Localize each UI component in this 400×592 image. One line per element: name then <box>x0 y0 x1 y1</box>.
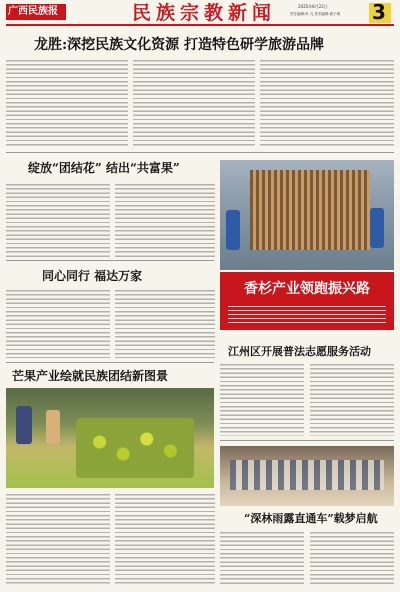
section-title: 民族宗教新闻 <box>132 2 277 24</box>
factory-photo <box>220 160 394 270</box>
divider <box>6 260 214 261</box>
unity-article-col-1 <box>6 290 110 358</box>
jiangcheng-article-col-2 <box>310 364 394 436</box>
divider <box>6 362 214 363</box>
rain-article-col-1 <box>220 532 304 586</box>
banner-title: 香杉产业领跑振兴路 <box>244 281 370 297</box>
unity-article-col-2 <box>115 290 215 358</box>
date: 2025年8月22日 <box>298 4 328 9</box>
main-article-col-2 <box>133 60 255 148</box>
students-photo <box>220 446 394 506</box>
jiangcheng-headline: 江州区开展普法志愿服务活动 <box>228 345 371 358</box>
paper-name: 广西民族报 <box>8 6 58 17</box>
banner-box <box>220 272 394 330</box>
bloom-article-col-2 <box>115 184 215 258</box>
mango-article-col-2 <box>115 494 215 586</box>
mango-article-col-1 <box>6 494 110 586</box>
banner-caption <box>228 306 386 326</box>
rain-article-col-2 <box>310 532 394 586</box>
masthead-rule <box>6 24 394 26</box>
page-number: 3 <box>372 0 386 24</box>
main-article-col-3 <box>260 60 394 148</box>
edition-info: 责任编辑:肖 凡 美术编辑:唐子琪 <box>290 12 341 16</box>
bloom-headline: 绽放“团结花” 结出“共富果” <box>28 161 180 175</box>
masthead <box>0 0 400 26</box>
main-headline: 龙胜:深挖民族文化资源 打造特色研学旅游品牌 <box>34 37 325 53</box>
bloom-article-col-1 <box>6 184 110 258</box>
mango-photo <box>6 388 214 488</box>
mango-headline: 芒果产业绘就民族团结新图景 <box>12 369 169 383</box>
rain-headline: “深林雨露直通车”载梦启航 <box>244 512 378 525</box>
unity-headline: 同心同行 福达万家 <box>42 269 143 283</box>
jiangcheng-article-col-1 <box>220 364 304 436</box>
divider <box>6 152 394 153</box>
main-article-col-1 <box>6 60 128 148</box>
divider <box>220 440 394 441</box>
